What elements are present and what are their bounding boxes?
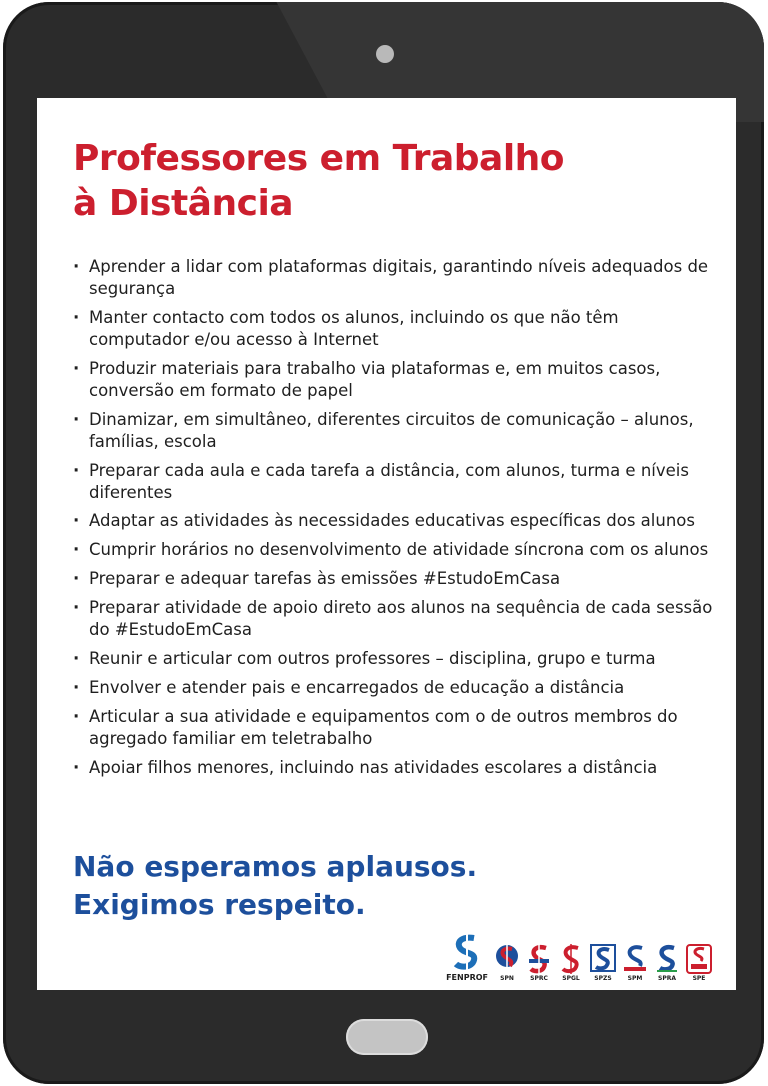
spzs-logo-icon [590, 944, 616, 974]
logo-label: SPM [627, 975, 643, 982]
spn-logo-icon [494, 944, 520, 974]
logo-sprc [526, 944, 552, 982]
logo-fenprof [446, 934, 488, 982]
title-line-1: Professores em Trabalho [73, 138, 565, 179]
list-item: · Aprender a lidar com plataformas digitais, garantindo níveis adequados de segurança [73, 256, 723, 300]
logo-spn [494, 944, 520, 982]
tablet-screen [37, 98, 736, 990]
list-item: · Preparar cada aula e cada tarefa a distância, com alunos, turma e níveis diferentes [73, 460, 723, 504]
home-button[interactable] [346, 1019, 428, 1055]
logo-spgl [558, 944, 584, 982]
logo-label: SPN [500, 975, 514, 982]
list-item: · Reunir e articular com outros professores – disciplina, grupo e turma [73, 648, 723, 670]
sprc-logo-icon [526, 944, 552, 974]
slogan-line-2: Exigimos respeito. [73, 888, 366, 921]
list-item: · Cumprir horários no desenvolvimento de atividade síncrona com os alunos [73, 539, 723, 561]
title-line-2: à Distância [73, 183, 294, 224]
logo-spzs [590, 944, 616, 982]
fenprof-logo-icon [452, 934, 482, 972]
list-item: · Manter contacto com todos os alunos, incluindo os que não têm computador e/ou acesso à Internet [73, 307, 723, 351]
list-item: · Adaptar as atividades às necessidades educativas específicas dos alunos [73, 510, 723, 532]
union-logos [446, 934, 712, 982]
logo-label: SPRA [658, 975, 676, 982]
spm-logo-icon [622, 944, 648, 974]
logo-spra [654, 944, 680, 982]
list-item: · Preparar atividade de apoio direto aos alunos na sequência de cada sessão do #EstudoEmCasa [73, 597, 723, 641]
list-item: · Dinamizar, em simultâneo, diferentes circuitos de comunicação – alunos, famílias, escola [73, 409, 723, 453]
logo-label: SPE [692, 975, 706, 982]
tablet-frame [3, 2, 764, 1084]
logo-label: SPRC [530, 975, 548, 982]
logo-label: SPZS [594, 975, 612, 982]
logo-label: SPGL [562, 975, 580, 982]
list-item: · Envolver e atender pais e encarregados de educação a distância [73, 677, 723, 699]
logo-spm [622, 944, 648, 982]
list-item: · Apoiar filhos menores, incluindo nas atividades escolares a distância [73, 757, 723, 779]
logo-label: FENPROF [446, 973, 488, 982]
page-title [73, 136, 564, 226]
spgl-logo-icon [558, 944, 584, 974]
list-item: · Preparar e adequar tarefas às emissões #EstudoEmCasa [73, 568, 723, 590]
slogan-line-1: Não esperamos aplausos. [73, 850, 478, 883]
camera-icon [376, 45, 394, 63]
bullet-list [73, 256, 723, 786]
list-item: · Produzir materiais para trabalho via plataformas e, em muitos casos, conversão em formato de papel [73, 358, 723, 402]
spe-logo-icon [686, 944, 712, 974]
spra-logo-icon [654, 944, 680, 974]
list-item: · Articular a sua atividade e equipamentos com o de outros membros do agregado familiar em teletrabalho [73, 706, 723, 750]
slogan [73, 848, 477, 924]
logo-spe [686, 944, 712, 982]
